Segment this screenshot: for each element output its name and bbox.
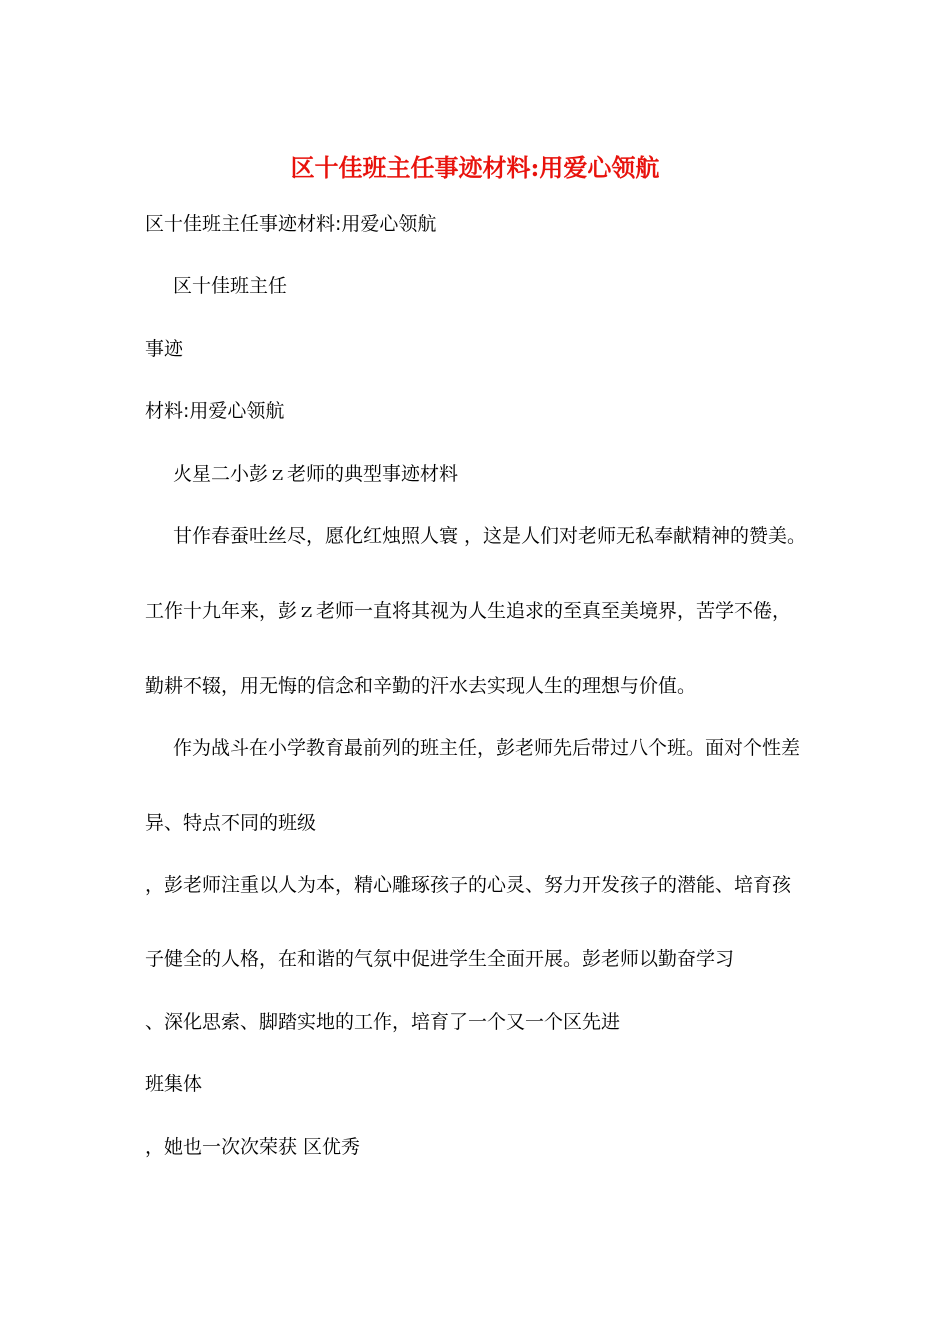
paragraph-line: 作为战斗在小学教育最前列的班主任，彭老师先后带过八个班。面对个性差 (173, 737, 801, 759)
paragraph-line: 区十佳班主任 (173, 275, 288, 297)
paragraph-line: 材料:用爱心领航 (145, 400, 285, 422)
paragraph-line: 班集体 (145, 1073, 203, 1095)
paragraph-line: 勤耕不辍，用无悔的信念和辛勤的汗水去实现人生的理想与价值。 (145, 675, 697, 697)
paragraph-line: ，彭老师注重以人为本，精心雕琢孩子的心灵、努力开发孩子的潜能、培育孩 (145, 874, 792, 896)
paragraph-line: 区十佳班主任事迹材料:用爱心领航 (145, 213, 437, 235)
paragraph-line: 、深化思索、脚踏实地的工作，培育了一个又一个区先进 (145, 1011, 621, 1033)
paragraph-line: 工作十九年来，彭ｚ老师一直将其视为人生追求的至真至美境界，苦学不倦， (145, 600, 792, 622)
paragraph-line: 异、特点不同的班级 (145, 812, 317, 834)
paragraph-line: 火星二小彭ｚ老师的典型事迹材料 (173, 463, 459, 485)
document-title: 区十佳班主任事迹材料:用爱心领航 (290, 153, 660, 182)
paragraph-line: 子健全的人格，在和谐的气氛中促进学生全面开展。彭老师以勤奋学习 (145, 948, 735, 970)
paragraph-line: 甘作春蚕吐丝尽，愿化红烛照人寰 ，这是人们对老师无私奉献精神的赞美。 (173, 525, 807, 547)
paragraph-line: ，她也一次次荣获 区优秀 (145, 1136, 361, 1158)
paragraph-line: 事迹 (145, 338, 184, 360)
